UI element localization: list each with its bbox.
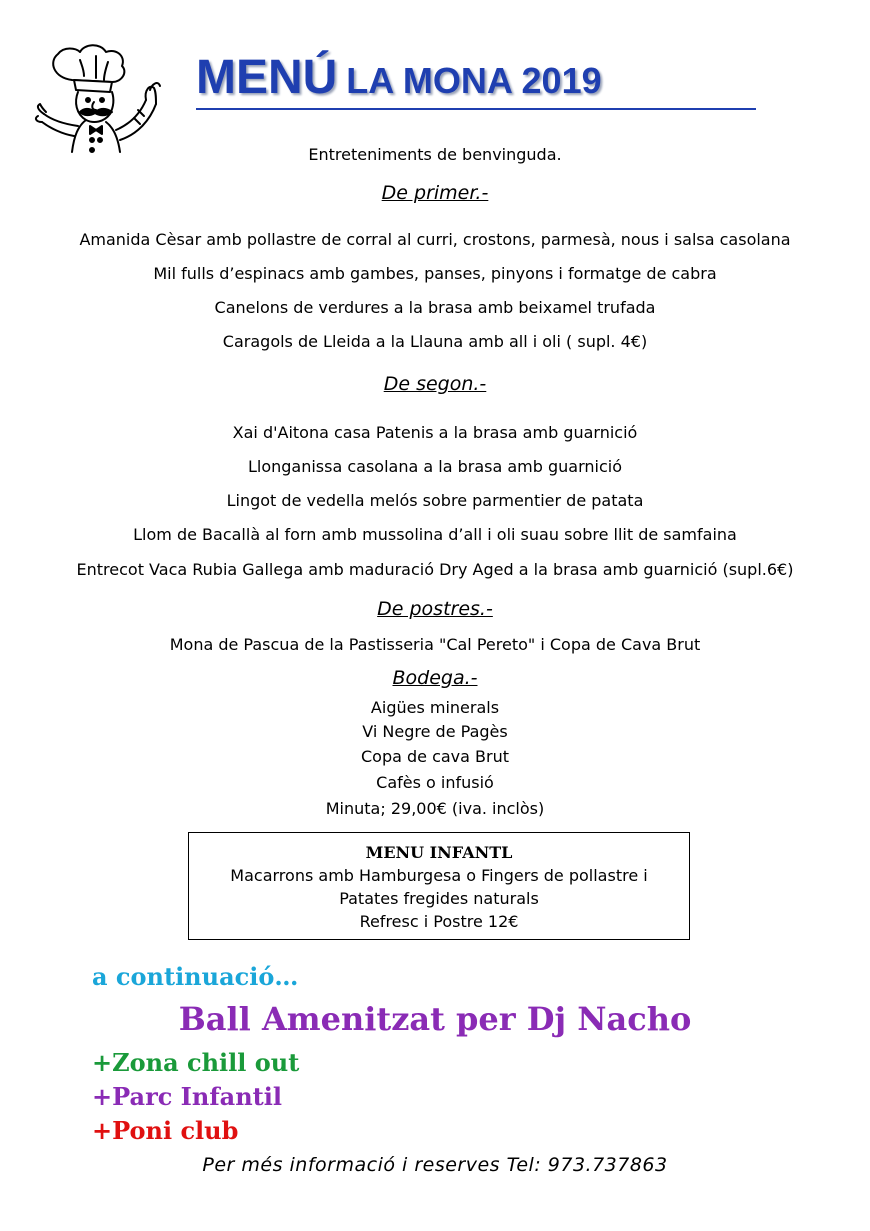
bodega-item: Copa de cava Brut [360, 747, 510, 766]
bodega-item: Cafès o infusió [376, 773, 494, 792]
primer-item: Canelons de verdures a la brasa amb beixamel trufada [214, 298, 656, 317]
price-text: Minuta; 29,00€ (iva. inclòs) [325, 799, 545, 818]
segon-item: Xai d'Aitona casa Patenis a la brasa amb guarnició [232, 423, 638, 442]
primer-item: Amanida Cèsar amb pollastre de corral al curri, crostons, parmesà, nous i salsa casolana [79, 230, 791, 249]
primer-item: Caragols de Lleida a la Llauna amb all i oli ( supl. 4€) [222, 332, 648, 351]
title-block [196, 51, 756, 104]
chef-illustration [34, 40, 182, 156]
bodega-item: Vi Negre de Pagès [362, 722, 508, 741]
bodega-item: Aigües minerals [370, 698, 500, 717]
segon-item: Entrecot Vaca Rubia Gallega amb maduració Dry Aged a la brasa amb guarnició (supl.6€) [76, 560, 794, 579]
segon-item: Lingot de vedella melós sobre parmentier de patata [226, 491, 644, 510]
infantil-line: Patates fregides naturals [339, 889, 539, 908]
heading-segon: De segon.- [383, 373, 487, 395]
welcome-text: Entreteniments de benvinguda. [308, 145, 562, 164]
title-rest: LA MONA 2019 [346, 60, 602, 101]
menu-title [196, 51, 756, 104]
title-main: MENÚ [196, 51, 338, 104]
title-underline [196, 108, 756, 110]
infantil-line: Refresc i Postre 12€ [359, 912, 519, 931]
heading-postres: De postres.- [377, 598, 493, 620]
continuacio-text: a continuació… [92, 962, 299, 991]
ball-text: Ball Amenitzat per Dj Nacho [178, 1000, 692, 1038]
extra-chill-out: +Zona chill out [92, 1048, 300, 1077]
segon-item: Llonganissa casolana a la brasa amb guarnició [247, 457, 623, 476]
contact-info: Per més informació i reserves Tel: 973.737863 [202, 1154, 668, 1176]
heading-primer: De primer.- [381, 182, 489, 204]
postres-item: Mona de Pascua de la Pastisseria "Cal Pereto" i Copa de Cava Brut [169, 635, 701, 654]
infantil-title: MENU INFANTL [365, 843, 513, 862]
primer-item: Mil fulls d’espinacs amb gambes, panses, pinyons i formatge de cabra [153, 264, 717, 283]
infantil-line: Macarrons amb Hamburgesa o Fingers de pollastre i [230, 866, 648, 885]
extra-poni-club: +Poni club [92, 1116, 239, 1145]
extra-parc-infantil: +Parc Infantil [92, 1082, 282, 1111]
menu-infantil-box [188, 832, 690, 940]
heading-bodega: Bodega.- [392, 667, 478, 689]
segon-item: Llom de Bacallà al forn amb mussolina d’all i oli suau sobre llit de samfaina [133, 525, 737, 544]
